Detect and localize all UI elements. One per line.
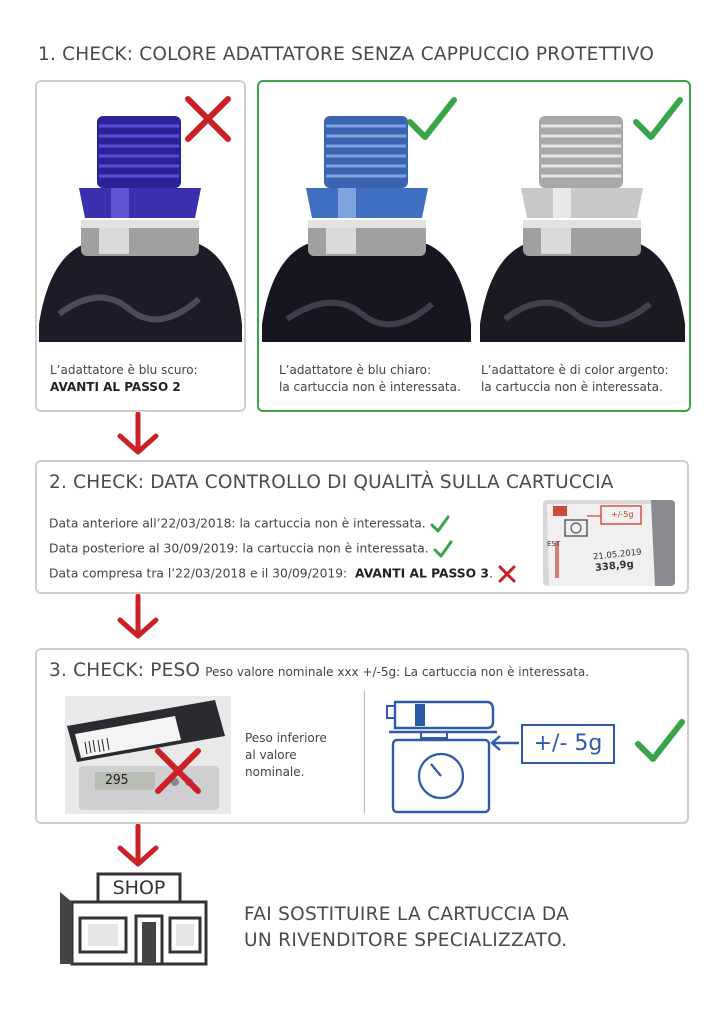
adapter-silver-caption xyxy=(481,362,669,396)
check-icon xyxy=(430,514,450,534)
check-icon xyxy=(405,94,459,144)
final-line1: FAI SOSTITUIRE LA CARTUCCIA DA xyxy=(244,904,570,925)
caption-line2: la cartuccia non è interessata. xyxy=(481,380,663,394)
adapter-light-blue-caption xyxy=(279,362,461,396)
step3-title: 3. CHECK: PESO xyxy=(49,660,201,681)
down-arrow-icon xyxy=(114,412,162,456)
caption-line2: al valore xyxy=(245,748,297,762)
scale-icon xyxy=(377,700,497,814)
label-tolerance: +/-5g xyxy=(611,510,634,519)
x-icon xyxy=(183,94,233,144)
divider xyxy=(364,690,365,814)
step1-title: 1. CHECK: COLORE ADATTATORE SENZA CAPPUCCIO PROTETTIVO xyxy=(38,44,655,65)
caption-line3: nominale. xyxy=(245,765,305,779)
final-instruction xyxy=(244,902,569,954)
step2-panel xyxy=(35,460,689,594)
row-bold: AVANTI AL PASSO 3 xyxy=(355,566,489,581)
down-arrow-icon xyxy=(114,594,162,640)
caption-line1: L’adattatore è blu scuro: xyxy=(50,363,198,377)
adapter-dark-blue-caption xyxy=(50,362,198,396)
row-text: Data compresa tra l’22/03/2018 e il 30/09/2019: xyxy=(49,566,348,581)
scale-photo xyxy=(65,696,231,814)
step3-subtitle: Peso valore nominale xxx +/-5g: La cartuccia non è interessata. xyxy=(205,665,590,679)
x-icon xyxy=(153,746,203,796)
scale-reading: 295 xyxy=(105,773,129,788)
underweight-caption xyxy=(245,730,327,781)
date-row-before xyxy=(49,514,450,534)
step2-title: 2. CHECK: DATA CONTROLLO DI QUALITÀ SULLA CARTUCCIA xyxy=(49,472,614,493)
check-icon xyxy=(631,94,685,144)
row-text: Data posteriore al 30/09/2019: la cartuccia non è interessata. xyxy=(49,541,429,556)
step3-panel xyxy=(35,648,689,824)
adapter-dark-blue-panel xyxy=(35,80,246,412)
arrow-left-icon xyxy=(489,734,521,752)
date-row-between xyxy=(49,564,517,584)
shop-sign: SHOP xyxy=(112,877,166,899)
label-est: EST xyxy=(547,540,561,548)
row-suffix: . xyxy=(488,566,493,581)
tolerance-box: +/- 5g xyxy=(521,724,615,764)
caption-line1: Peso inferiore xyxy=(245,731,327,745)
down-arrow-icon xyxy=(114,824,162,868)
caption-line1: L’adattatore è blu chiaro: xyxy=(279,363,432,377)
check-icon xyxy=(633,716,687,766)
caption-line1: L’adattatore è di color argento: xyxy=(481,363,669,377)
caption-line2: AVANTI AL PASSO 2 xyxy=(50,380,181,394)
final-line2: UN RIVENDITORE SPECIALIZZATO. xyxy=(244,930,568,951)
check-icon xyxy=(433,539,453,559)
caption-line2: la cartuccia non è interessata. xyxy=(279,380,461,394)
label-date: 21.05.2019 xyxy=(592,547,643,563)
x-icon xyxy=(497,564,517,584)
date-row-after xyxy=(49,539,453,559)
cartridge-label-photo xyxy=(543,500,675,586)
adapter-ok-panel xyxy=(257,80,691,412)
step3-header xyxy=(49,660,589,681)
row-text: Data anteriore all’22/03/2018: la cartuccia non è interessata. xyxy=(49,516,426,531)
label-weight: 338,9g xyxy=(594,559,635,574)
